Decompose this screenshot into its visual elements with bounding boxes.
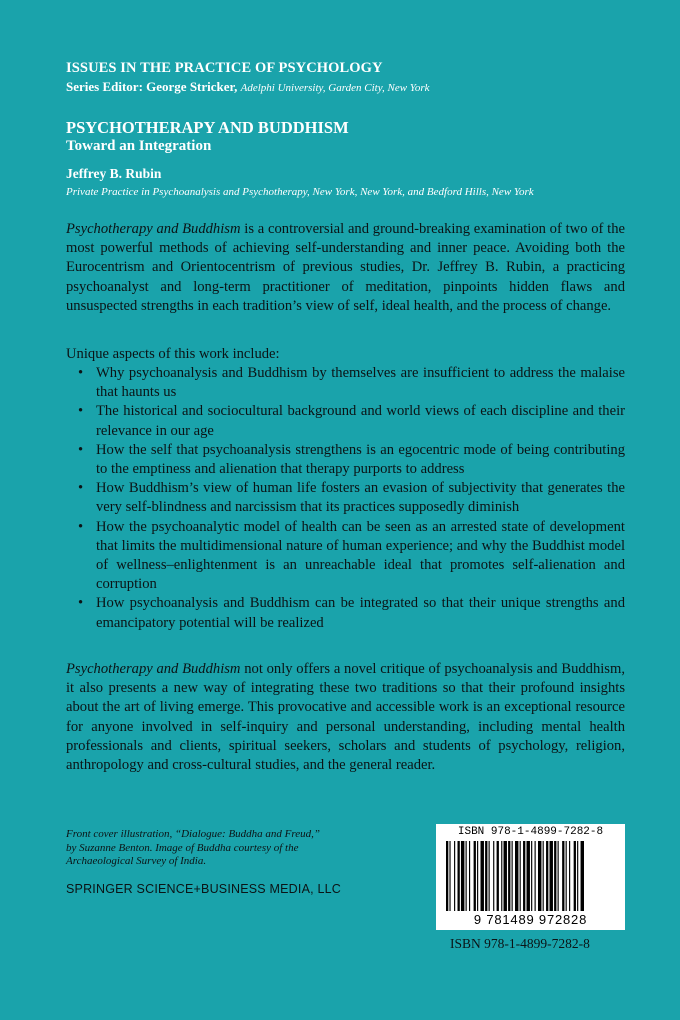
barcode-bar: [520, 841, 521, 911]
barcode-bar: [508, 841, 510, 911]
isbn-number: ISBN 978-1-4899-7282-8: [450, 936, 590, 951]
series-editor-affiliation: Adelphi University, Garden City, New York: [240, 82, 430, 94]
barcode-bar: [485, 841, 487, 911]
barcode-bar: [577, 841, 578, 911]
bullet-icon: •: [78, 518, 84, 535]
list-item: [66, 441, 625, 479]
barcode-bar: [474, 841, 476, 911]
author-affiliation: Private Practice in Psychoanalysis and Psychotherapy, New York, New York, and Bedford Hills, New York: [66, 186, 534, 198]
series-editor-name: George Stricker,: [146, 79, 238, 94]
series-editor: [66, 79, 430, 95]
list-item-text: How the psychoanalytic model of health can be seen as an arrested state of development that limits the multidimensional nature of human experience; and why the Buddhist model of wellness–enlightenment is an unreachable ideal that promotes self-alienation and corruption: [96, 518, 625, 593]
barcode-bar: [466, 841, 467, 911]
list-item-text: Why psychoanalysis and Buddhism by themselves are insufficient to address the malaise that haunts us: [96, 365, 625, 401]
list-item: [66, 402, 625, 440]
barcode-bar: [527, 841, 530, 911]
barcode-bars-icon: [446, 841, 615, 911]
barcode-bar: [566, 841, 567, 911]
bullet-icon: •: [78, 441, 84, 458]
series-editor-label: Series Editor:: [66, 79, 143, 94]
cover-credit: Front cover illustration, “Dialogue: Buddha and Freud,” by Suzanne Benton. Image of Buddha courtesy of the Archaeological Survey of India.: [66, 828, 321, 867]
aspects-list: [66, 364, 625, 633]
list-intro: Unique aspects of this work include:: [66, 346, 280, 362]
barcode-bar: [512, 841, 513, 911]
barcode-bar: [458, 841, 460, 911]
barcode-bar: [554, 841, 556, 911]
barcode-bar: [461, 841, 464, 911]
bullet-icon: •: [78, 403, 84, 420]
list-item-text: How the self that psychoanalysis strengthens is an egocentric mode of being contributing to the emptiness and alienation that therapy purports to address: [96, 441, 625, 478]
barcode-bar: [469, 841, 470, 911]
barcode-bar: [569, 841, 570, 911]
barcode-bar: [581, 841, 584, 911]
list-item: [66, 364, 625, 402]
list-item-text: The historical and sociocultural background and world views of each discipline and their relevance in our age: [96, 403, 625, 439]
series-name: ISSUES IN THE PRACTICE OF PSYCHOLOGY: [66, 60, 383, 76]
barcode-bar: [543, 841, 544, 911]
bullet-icon: •: [78, 365, 84, 381]
barcode-bar: [446, 841, 448, 911]
barcode-bar: [531, 841, 532, 911]
list-item: [66, 594, 625, 632]
barcode-bar: [515, 841, 518, 911]
barcode-bar: [454, 841, 455, 911]
book-title: PSYCHOTHERAPY AND BUDDHISM: [66, 118, 349, 137]
list-item: [66, 518, 625, 595]
publisher-name: SPRINGER SCIENCE+BUSINESS MEDIA, LLC: [66, 882, 341, 896]
list-item-text: How psychoanalysis and Buddhism can be integrated so that their unique strengths and emancipatory potential will be realized: [96, 595, 625, 631]
barcode-bar: [550, 841, 553, 911]
barcode-bar: [477, 841, 478, 911]
barcode-bar: [501, 841, 502, 911]
barcode-bar: [504, 841, 507, 911]
barcode-bar: [574, 841, 576, 911]
author-name: Jeffrey B. Rubin: [66, 166, 162, 181]
barcode-bar: [489, 841, 490, 911]
bullet-icon: •: [78, 480, 84, 497]
paragraph-2-text: not only offers a novel critique of psychoanalysis and Buddhism, it also presents a new way of integrating these two traditions so that their profound insights about the art of living emerge. This provocative and accessible work is an exceptional resource for anyone involved in self-inquiry and personal understanding, including mental health professionals and clients, spiritual seekers, scholars and students of psychology, religion, anthropology and cross-cultural studies, and the general reader.: [66, 661, 625, 774]
barcode-bar: [497, 841, 499, 911]
barcode-bar: [562, 841, 564, 911]
paragraph-1-book-title: Psychotherapy and Buddhism: [66, 221, 241, 237]
barcode-isbn: ISBN 978-1-4899-7282-8: [457, 826, 604, 838]
barcode-bar: [535, 841, 536, 911]
barcode-bar: [523, 841, 525, 911]
barcode-bar: [558, 841, 559, 911]
barcode: [436, 824, 625, 930]
book-subtitle: Toward an Integration: [66, 138, 212, 154]
paragraph-2-book-title: Psychotherapy and Buddhism: [66, 661, 241, 677]
barcode-digits: 9 781489 972828: [473, 912, 588, 927]
barcode-bar: [493, 841, 494, 911]
list-item-text: How Buddhism’s view of human life fosters an evasion of subjectivity that generates the very self-blindness and narcissism that its practices supposedly diminish: [96, 480, 625, 516]
barcode-bar: [449, 841, 450, 911]
barcode-bar: [546, 841, 548, 911]
list-item: [66, 479, 625, 517]
description-paragraph-1: [66, 220, 625, 316]
barcode-bar: [538, 841, 541, 911]
bullet-icon: •: [78, 595, 84, 612]
barcode-bar: [481, 841, 484, 911]
paragraph-1-text: is a controversial and ground-breaking examination of two of the most powerful methods of achieving self-understanding and inner peace. Avoiding both the Eurocentrism and Orientocentrism of previous studies, Dr. Jeffrey B. Rubin, a practicing psychoanalyst and long-term practitioner of meditation, pinpoints hidden flaws and unsuspected strengths in each tradition’s view of self, ideal health, and the process of change.: [66, 221, 625, 314]
description-paragraph-2: [66, 660, 625, 775]
